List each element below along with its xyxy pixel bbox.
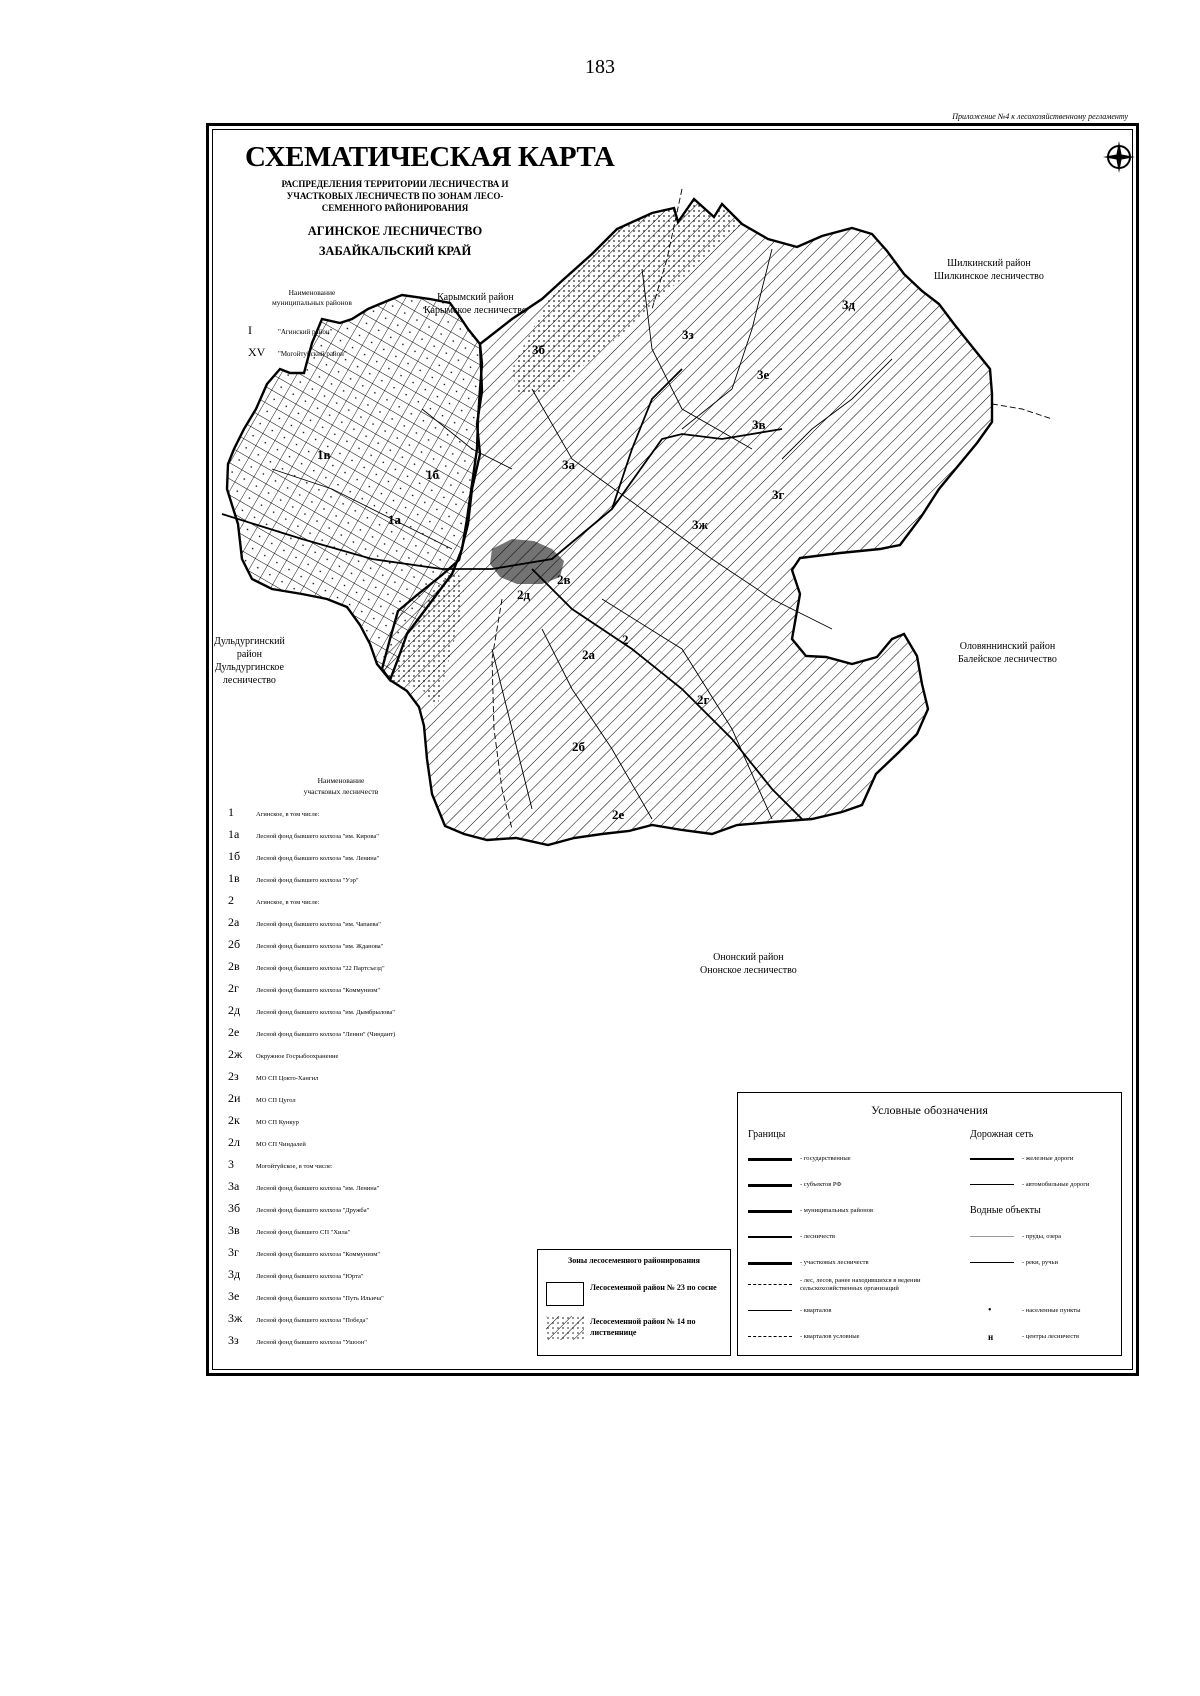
line-sample: [748, 1236, 792, 1238]
plot-name: Лесной фонд бывшего колхоза "им. Дымбрылова": [256, 1009, 395, 1016]
legend-label: - участковых лесничеств: [800, 1259, 869, 1266]
legend: [737, 1092, 1122, 1356]
legend-label: - лес, лесов, ранее находившихся в ведении сельскохозяйственных организаций: [800, 1277, 921, 1292]
neighbor-forestry: Ононское лесничество: [700, 965, 797, 976]
plot-code: 2з: [228, 1069, 239, 1083]
legend-point-centers: [970, 1329, 1120, 1345]
plot-name: МО СП Цокто-Хангил: [256, 1075, 319, 1082]
map-label: 2е: [612, 807, 625, 822]
plot-name: Лесной фонд бывшего колхоза "Коммунизм": [256, 987, 381, 994]
plot-row: [228, 846, 379, 866]
subtitle-line: СЕМЕННОГО РАЙОНИРОВАНИЯ: [321, 203, 469, 213]
zone-swatch-pine: [546, 1282, 584, 1306]
map-label: 3д: [842, 297, 856, 312]
legend-border-quarter: [748, 1303, 958, 1319]
plot-row: [228, 1132, 306, 1152]
plot-code: 3: [228, 1157, 234, 1171]
plot-name: Лесной фонд бывшего колхоза "им. Жданова": [256, 943, 384, 950]
map-label: 3б: [532, 342, 545, 357]
legend-border-state: [748, 1151, 958, 1167]
neighbor-district: район: [236, 649, 262, 660]
legend-label: - пруды, озера: [1022, 1233, 1062, 1240]
plot-row: [228, 1000, 395, 1020]
plot-code: 3д: [228, 1267, 241, 1281]
line-sample: [748, 1284, 792, 1285]
map-label: 2д: [517, 587, 531, 602]
plot-row: [228, 1088, 296, 1108]
plot-code: 2а: [228, 915, 240, 929]
plot-code: 1в: [228, 871, 240, 885]
plot-code: 2к: [228, 1113, 240, 1127]
plot-code: 2д: [228, 1003, 241, 1017]
settlement-icon: •: [988, 1305, 992, 1316]
legend-border-municipal: [748, 1203, 958, 1219]
plot-code: 2г: [228, 981, 239, 995]
map-title: СХЕМАТИЧЕСКАЯ КАРТА: [245, 141, 615, 173]
plot-code: 3б: [228, 1201, 241, 1215]
neighbor-shilkinsky: [934, 257, 1044, 283]
heading-line: Наименование: [317, 776, 365, 785]
legend-road-auto: [970, 1177, 1120, 1193]
line-sample: [748, 1262, 792, 1265]
legend-road-rail: [970, 1151, 1120, 1167]
plot-row: [228, 1154, 333, 1174]
neighbor-olovyanninsky: [958, 640, 1057, 666]
legend-label: - лесничеств: [800, 1233, 836, 1240]
plot-code: 2л: [228, 1135, 240, 1149]
plot-code: 3з: [228, 1333, 239, 1347]
plot-code: 3в: [228, 1223, 240, 1237]
heading-line: муниципальных районов: [272, 298, 352, 307]
plot-code: 2и: [228, 1091, 241, 1105]
plot-name: МО СП Кункур: [256, 1119, 299, 1126]
plot-row: [228, 1044, 338, 1064]
legend-label: - автомобильные дороги: [1022, 1181, 1090, 1188]
plot-name: Агинское, в том числе:: [256, 811, 320, 818]
neighbor-karymsky: [424, 291, 527, 317]
legend-label: - реки, ручьи: [1022, 1259, 1058, 1266]
plot-code: 3е: [228, 1289, 240, 1303]
municipal-name: "Могойтуйский район": [278, 350, 347, 358]
plot-code: 3г: [228, 1245, 239, 1259]
compass-rose-icon: [1102, 140, 1136, 174]
plot-row: [228, 1330, 367, 1350]
water-title: Водные объекты: [970, 1205, 1041, 1216]
legend-water-rivers: [970, 1255, 1120, 1271]
neighbor-district: Ононский район: [713, 952, 784, 963]
legend-label: - железные дороги: [1022, 1155, 1074, 1162]
forestry-name: АГИНСКОЕ ЛЕСНИЧЕСТВО: [307, 224, 483, 238]
plot-code: 1а: [228, 827, 240, 841]
plot-row: [228, 1198, 369, 1218]
plot-name: Лесной фонд бывшего колхоза "им. Ленина": [256, 1185, 380, 1192]
heading-line: Наименование: [288, 288, 336, 297]
plot-name: Могойтуйское, в том числе:: [256, 1163, 333, 1170]
plot-row: [228, 1286, 384, 1306]
plots-heading: [276, 775, 406, 797]
line-sample: [748, 1158, 792, 1161]
plot-name: Лесной фонд бывшего колхоза "им. Чапаева": [256, 921, 381, 928]
roads-title: Дорожная сеть: [970, 1129, 1034, 1140]
neighbor-district: Шилкинский район: [947, 258, 1031, 269]
plot-name: Лесной фонд бывшего СП "Хила": [256, 1229, 351, 1236]
municipal-code: I: [248, 323, 252, 337]
plot-row: [228, 1220, 350, 1240]
municipal-row: [248, 323, 332, 338]
line-sample: [748, 1336, 792, 1337]
legend-label: - центры лесничеств: [1022, 1333, 1080, 1340]
line-sample: [970, 1236, 1014, 1237]
neighbor-forestry: лесничество: [222, 675, 276, 686]
subtitle-line: УЧАСТКОВЫХ ЛЕСНИЧЕСТВ ПО ЗОНАМ ЛЕСО-: [286, 191, 504, 201]
plot-name: Лесной фонд бывшего колхоза "Победа": [256, 1317, 369, 1324]
plot-row: [228, 1308, 368, 1328]
legend-title: Условные обозначения: [871, 1103, 988, 1117]
map-label: 3г: [772, 487, 785, 502]
plot-row: [228, 1066, 318, 1086]
zone-label: Лесосеменной район № 14 по лиственнице: [590, 1317, 696, 1337]
neighbor-forestry: Дульдургинское: [214, 662, 284, 673]
plot-row: [228, 978, 380, 998]
page-number: 183: [585, 56, 615, 78]
zones-legend: [537, 1249, 731, 1356]
appendix-note: Приложение №4 к лесохозяйственному регламенту: [952, 112, 1128, 121]
municipal-name: "Агинский район": [278, 328, 333, 336]
line-sample: [748, 1210, 792, 1213]
map-label: 1а: [388, 512, 401, 527]
plot-code: 3ж: [228, 1311, 243, 1325]
plot-name: Лесной фонд бывшего колхоза "Юрта": [256, 1273, 364, 1280]
borders-title: Границы: [748, 1129, 786, 1140]
plot-row: [228, 1242, 380, 1262]
plot-row: [228, 956, 385, 976]
map-label: 2: [622, 632, 629, 647]
map-label: 2а: [582, 647, 595, 662]
plot-name: Лесной фонд бывшего колхоза "Коммунизм": [256, 1251, 381, 1258]
map-label: 3в: [752, 417, 766, 432]
legend-label: - населенные пункты: [1022, 1307, 1081, 1314]
plot-code: 2ж: [228, 1047, 243, 1061]
line-sample: [970, 1184, 1014, 1185]
legend-border-subject: [748, 1177, 958, 1193]
plot-name: Лесной фонд бывшего колхоза "Ушоон": [256, 1339, 367, 1346]
municipal-heading: [252, 288, 372, 308]
plot-code: 2е: [228, 1025, 240, 1039]
plot-name: МО СП Цугол: [256, 1097, 296, 1104]
plot-row: [228, 824, 379, 844]
line-sample: [970, 1262, 1014, 1263]
forestry-center-icon: н: [988, 1332, 994, 1342]
map-label: 2г: [697, 692, 710, 707]
line-sample: [748, 1310, 792, 1311]
map-label: 3ж: [692, 517, 708, 532]
region-name: ЗАБАЙКАЛЬСКИЙ КРАЙ: [318, 244, 472, 258]
plot-code: 3а: [228, 1179, 240, 1193]
heading-line: участковых лесничеств: [303, 787, 379, 796]
neighbor-district: Оловяннинский район: [959, 641, 1056, 652]
legend-label: - кварталов: [800, 1307, 832, 1314]
neighbor-district: Дульдургинский: [214, 636, 285, 647]
neighbor-forestry: Шилкинское лесничество: [934, 271, 1044, 282]
map-label: 2б: [572, 739, 585, 754]
map-label: 3е: [757, 367, 770, 382]
plot-row: [228, 802, 319, 822]
plot-row: [228, 890, 319, 910]
plot-code: 1б: [228, 849, 241, 863]
plot-code: 2б: [228, 937, 241, 951]
plot-code: 2в: [228, 959, 240, 973]
neighbor-district: Карымский район: [437, 292, 514, 303]
plot-name: Лесной фонд бывшего колхоза "Ленин" (Чиндант): [256, 1031, 396, 1038]
map-label: 1б: [426, 467, 439, 482]
plot-name: Лесной фонд бывшего колхоза "Уэр": [256, 877, 359, 884]
map-label: 1в: [317, 447, 331, 462]
legend-border-agri: [748, 1277, 970, 1301]
line-sample: [748, 1184, 792, 1187]
neighbor-duldurginsky: [214, 635, 285, 687]
municipal-row: [248, 345, 347, 360]
plot-name: МО СП Чиндалей: [256, 1141, 306, 1148]
neighbor-ononsky: [700, 951, 797, 977]
map-label: 3з: [682, 327, 694, 342]
legend-label: - муниципальных районов: [800, 1207, 874, 1214]
plot-name: Лесной фонд бывшего колхоза "Путь Ильича": [256, 1295, 384, 1302]
plot-name: Лесной фонд бывшего колхоза "им. Ленина": [256, 855, 380, 862]
plot-name: Лесной фонд бывшего колхоза "Дружба": [256, 1207, 370, 1214]
line-sample: [970, 1158, 1014, 1160]
plot-row: [228, 1022, 395, 1042]
neighbor-forestry: Карымское лесничество: [424, 305, 527, 316]
legend-label: - субъектов РФ: [800, 1181, 842, 1188]
map-label: 2в: [557, 572, 571, 587]
plot-row: [228, 1176, 379, 1196]
legend-label: - кварталов условные: [800, 1333, 860, 1340]
map-label: 3а: [562, 457, 575, 472]
subtitle-line: РАСПРЕДЕЛЕНИЯ ТЕРРИТОРИИ ЛЕСНИЧЕСТВА И: [281, 179, 509, 189]
plot-row: [228, 1264, 364, 1284]
legend-border-forestry: [748, 1229, 958, 1245]
zone-label: Лесосеменной район № 23 по сосне: [590, 1283, 717, 1292]
zone-swatch-larch: [546, 1316, 584, 1340]
municipal-code: XV: [248, 345, 266, 359]
legend-border-quarter-cond: [748, 1329, 958, 1345]
zones-title: Зоны лесосеменного районирования: [567, 1256, 700, 1265]
plot-name: Окружное Госрыбоохранение: [256, 1053, 339, 1060]
plot-code: 1: [228, 805, 234, 819]
neighbor-forestry: Балейское лесничество: [958, 654, 1057, 665]
legend-border-plot: [748, 1255, 958, 1271]
map-subtitle: [245, 178, 545, 214]
plot-row: [228, 868, 359, 888]
legend-water-lakes: [970, 1229, 1120, 1245]
plot-row: [228, 1110, 299, 1130]
legend-point-settlements: [970, 1303, 1120, 1319]
plot-name: Лесной фонд бывшего колхоза "им. Кирова": [256, 833, 379, 840]
plot-code: 2: [228, 893, 234, 907]
plot-name: Лесной фонд бывшего колхоза "22 Партсъезд": [256, 965, 385, 972]
plot-row: [228, 934, 383, 954]
plot-row: [228, 912, 381, 932]
legend-label: - государственные: [800, 1155, 851, 1162]
plot-name: Агинское, в том числе:: [256, 899, 320, 906]
